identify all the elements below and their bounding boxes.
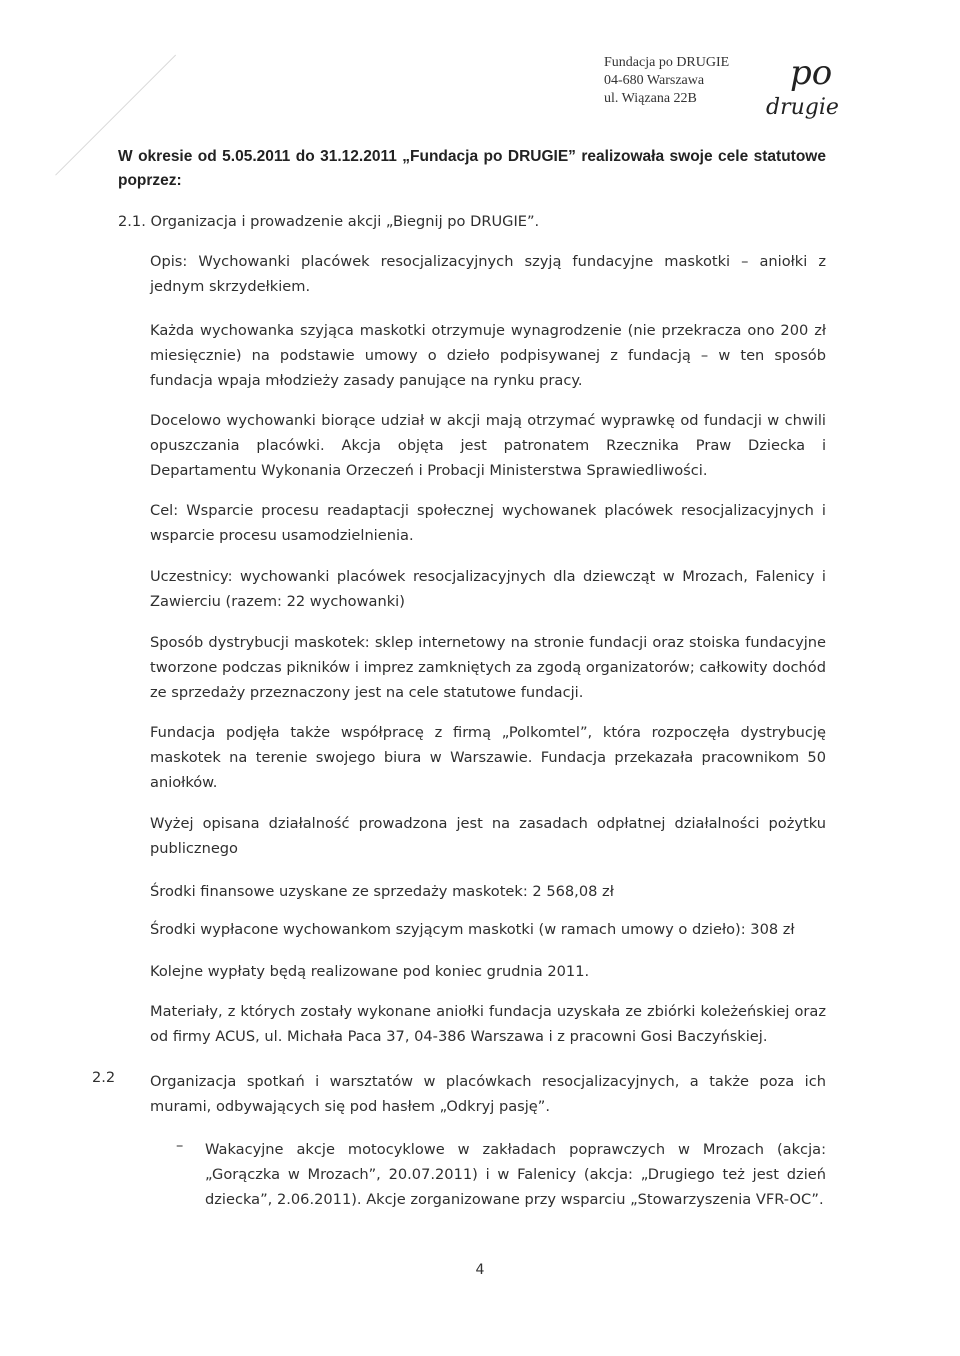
page-number: 4 bbox=[475, 1262, 485, 1278]
section-2-1-title: 2.1. Organizacja i prowadzenie akcji „Biegnij po DRUGIE”. bbox=[118, 213, 540, 230]
org-name: Fundacja po DRUGIE bbox=[604, 55, 730, 70]
bullet-dash: – bbox=[176, 1137, 184, 1154]
paragraph-participants: Uczestnicy: wychowanki placówek resocjalizacyjnych dla dziewcząt w Mrozach, Falenicy i Zawierciu (razem: 22 wychowanki) bbox=[150, 568, 826, 610]
paragraph-public-benefit: Wyżej opisana działalność prowadzona jest na zasadach odpłatnej działalności pożytku publicznego bbox=[150, 815, 826, 857]
bullet-motorcycle-events: Wakacyjne akcje motocyklowe w zakładach poprawczych w Mrozach (akcja: „Gorączka w Mrozach”, 20.07.2011) i w Falenicy (akcja: „Drugiego też jest dzień dziecka”, 2.06.2011). Akcje zorganizowane przy wsparciu „Stowarzyszenia VFR-OC”. bbox=[205, 1141, 826, 1208]
intro-heading: W okresie od 5.05.2011 do 31.12.2011 „Fundacja po DRUGIE” realizowała swoje cele statutowe poprzez: bbox=[118, 148, 826, 189]
paragraph-aim: Cel: Wsparcie procesu readaptacji społecznej wychowanek placówek resocjalizacyjnych i wsparcie procesu usamodzielnienia. bbox=[150, 502, 826, 544]
paragraph-distribution: Sposób dystrybucji maskotek: sklep internetowy na stronie fundacji oraz stoiska fundacyjne tworzone podczas pikników i imprez zamkniętych za zgodą organizatorów; całkowity dochód ze sprzedaży przeznaczony jest na cele statutowe fundacji. bbox=[150, 634, 826, 701]
section-2-2-number: 2.2 bbox=[92, 1069, 116, 1086]
logo-text-top: po bbox=[790, 53, 833, 93]
organization-address bbox=[604, 54, 774, 108]
paragraph-wages: Każda wychowanka szyjąca maskotki otrzymuje wynagrodzenie (nie przekracza ono 200 zł miesięcznie) na podstawie umowy o dzieło podpisywanej z fundacją – w ten sposób fundacja wpaja młodzieży zasady panujące na rynku pracy. bbox=[150, 322, 826, 389]
paragraph-goal-patronage: Docelowo wychowanki biorące udział w akcji mają otrzymać wyprawkę od fundacji w chwili opuszczania placówki. Akcja objęta jest patronatem Rzecznika Praw Dziecka i Departamentu Wykonania Orzeczeń i Probacji Ministerstwa Sprawiedliwości. bbox=[150, 412, 826, 479]
paragraph-polkomtel: Fundacja podjęła także współpracę z firmą „Polkomtel”, która rozpoczęła dystrybucję maskotek na terenie swojego biura w Warszawie. Fundacja przekazała pracownikom 50 aniołków. bbox=[150, 724, 826, 791]
paragraph-description: Opis: Wychowanki placówek resocjalizacyjnych szyją fundacyjne maskotki – aniołki z jednym skrzydełkiem. bbox=[150, 253, 826, 295]
paragraph-next-payments: Kolejne wypłaty będą realizowane pod koniec grudnia 2011. bbox=[150, 963, 590, 980]
logo-text-bottom: drugie bbox=[766, 95, 839, 120]
paragraph-materials: Materiały, z których zostały wykonane aniołki fundacja uzyskała ze zbiórki koleżeńskiej oraz od firmy ACUS, ul. Michała Paca 37, 04-386 Warszawa i z pracowni Gosi Baczyńskiej. bbox=[150, 1003, 826, 1045]
org-street: ul. Wiązana 22B bbox=[604, 91, 697, 106]
paragraph-funds-paid: Środki wypłacone wychowankom szyjącym maskotki (w ramach umowy o dzieło): 308 zł bbox=[150, 921, 795, 938]
paragraph-funds-raised: Środki finansowe uzyskane ze sprzedaży maskotek: 2 568,08 zł bbox=[150, 883, 614, 900]
org-postal-city: 04-680 Warszawa bbox=[604, 73, 705, 88]
section-2-2-text: Organizacja spotkań i warsztatów w placówkach resocjalizacyjnych, a także poza ich murami, odbywających się pod hasłem „Odkryj pasję”. bbox=[150, 1073, 826, 1115]
foundation-logo bbox=[760, 52, 880, 122]
